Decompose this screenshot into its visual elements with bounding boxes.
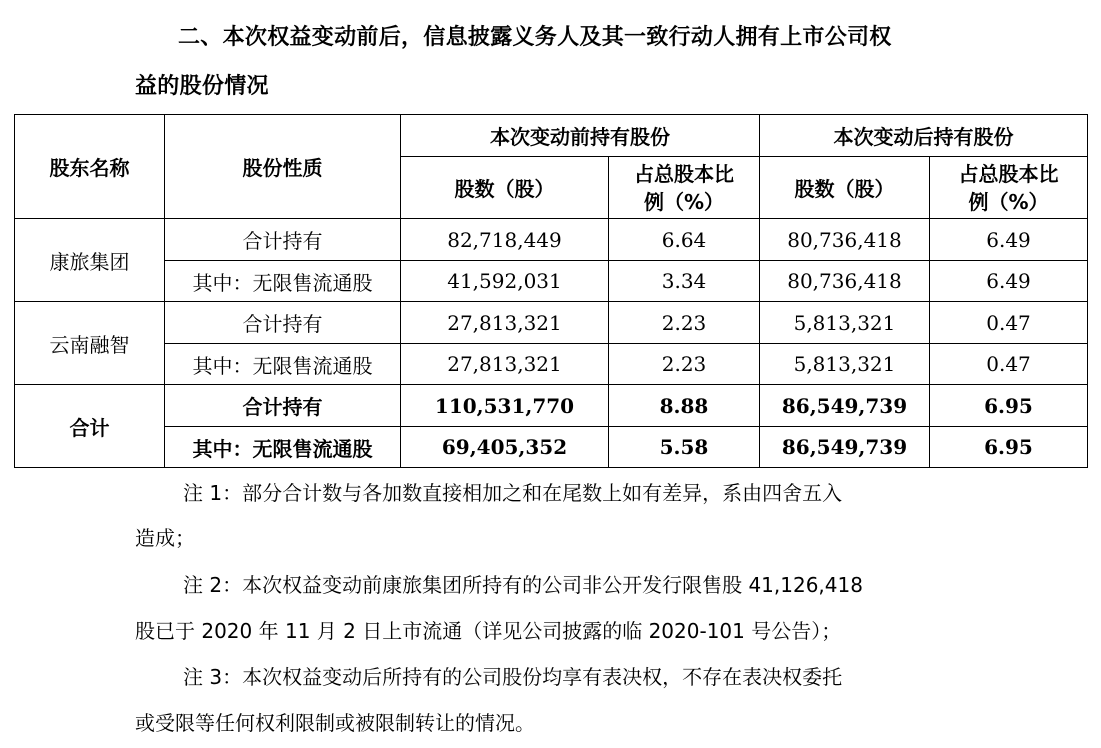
before-shares-cell: 82,718,449: [401, 219, 609, 261]
before-ratio-cell: 5.58: [609, 427, 760, 468]
header-ratio-line1: 占总股本比: [634, 161, 734, 186]
nature-cell: 合计持有: [165, 302, 401, 344]
before-ratio-cell: 6.64: [609, 219, 760, 261]
before-ratio-cell: 8.88: [609, 385, 760, 427]
note-3-line1: 注 3：本次权益变动后所持有的公司股份均享有表决权，不存在表决权委托: [183, 665, 843, 689]
after-ratio-cell: 6.49: [930, 261, 1088, 302]
header-ratio-line1: 占总股本比: [958, 161, 1059, 186]
note-1-line1: 注 1：部分合计数与各加数直接相加之和在尾数上如有差异，系由四舍五入: [183, 481, 843, 505]
before-shares-cell: 110,531,770: [401, 385, 609, 427]
nature-cell: 合计持有: [165, 219, 401, 261]
before-ratio-cell: 2.23: [609, 344, 760, 385]
after-ratio-cell: 0.47: [930, 302, 1088, 344]
after-ratio-cell: 6.95: [930, 427, 1088, 468]
section-heading-line2: 益的股份情况: [135, 74, 269, 99]
after-ratio-cell: 0.47: [930, 344, 1088, 385]
after-ratio-cell: 6.95: [930, 385, 1088, 427]
section-heading-line1: 二、本次权益变动前后，信息披露义务人及其一致行动人拥有上市公司权: [178, 25, 892, 50]
note-2-line2: 股已于 2020 年 11 月 2 日上市流通（详见公司披露的临 2020-101 号公告）；: [135, 619, 842, 643]
table-row: [15, 344, 1088, 385]
before-shares-cell: 41,592,031: [401, 261, 609, 302]
before-ratio-cell: 3.34: [609, 261, 760, 302]
shareholding-table: [14, 114, 1088, 468]
after-shares-cell: 80,736,418: [760, 219, 930, 261]
header-before: 本次变动前持有股份: [401, 115, 760, 157]
header-after-shares: 股数（股）: [760, 157, 930, 219]
table-row: [15, 261, 1088, 302]
before-ratio-cell: 2.23: [609, 302, 760, 344]
table-row: [15, 302, 1088, 344]
nature-cell: 其中：无限售流通股: [165, 427, 401, 468]
before-shares-cell: 69,405,352: [401, 427, 609, 468]
note-2-line1: 注 2：本次权益变动前康旅集团所持有的公司非公开发行限售股 41,126,418: [183, 573, 863, 597]
holder-cell: 云南融智: [15, 302, 165, 385]
header-ratio-line2: 例（%）: [643, 189, 725, 214]
holder-cell: 康旅集团: [15, 219, 165, 302]
note-1-line2: 造成；: [135, 526, 195, 550]
header-before-ratio: [609, 157, 760, 219]
header-holder: 股东名称: [15, 115, 165, 219]
table-row-total: [15, 427, 1088, 468]
nature-cell: 其中：无限售流通股: [165, 344, 401, 385]
after-ratio-cell: 6.49: [930, 219, 1088, 261]
after-shares-cell: 80,736,418: [760, 261, 930, 302]
header-after-ratio: [930, 157, 1088, 219]
header-before-shares: 股数（股）: [401, 157, 609, 219]
after-shares-cell: 5,813,321: [760, 344, 930, 385]
before-shares-cell: 27,813,321: [401, 344, 609, 385]
header-after: 本次变动后持有股份: [760, 115, 1088, 157]
table-row: [15, 219, 1088, 261]
before-shares-cell: 27,813,321: [401, 302, 609, 344]
header-nature: 股份性质: [165, 115, 401, 219]
after-shares-cell: 86,549,739: [760, 427, 930, 468]
after-shares-cell: 5,813,321: [760, 302, 930, 344]
nature-cell: 其中：无限售流通股: [165, 261, 401, 302]
nature-cell: 合计持有: [165, 385, 401, 427]
after-shares-cell: 86,549,739: [760, 385, 930, 427]
table-row-total: [15, 385, 1088, 427]
note-3-line2: 或受限等任何权利限制或被限制转让的情况。: [135, 711, 535, 735]
header-ratio-line2: 例（%）: [968, 189, 1049, 214]
holder-cell-total: 合计: [15, 385, 165, 468]
